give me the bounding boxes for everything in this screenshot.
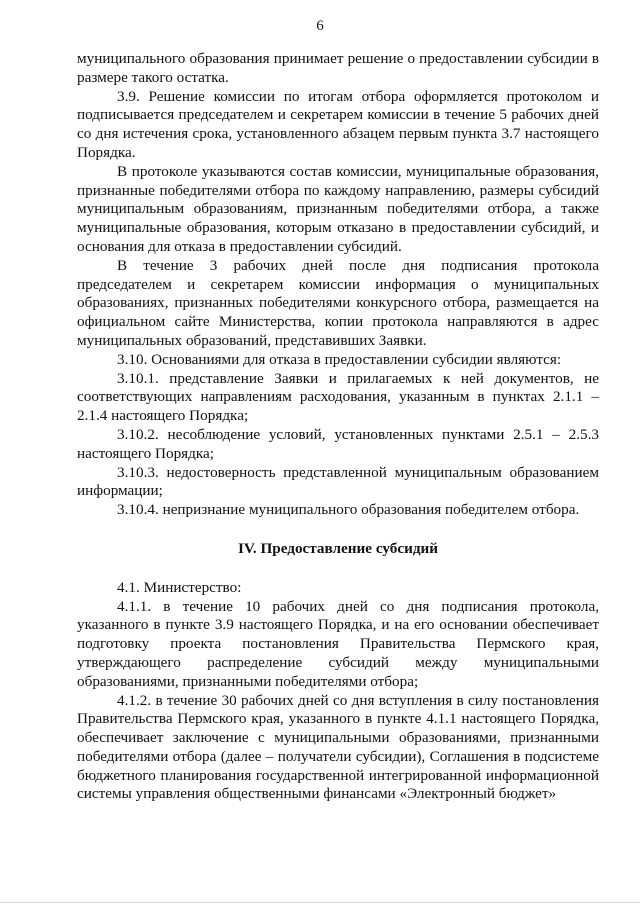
paragraph-3-10-2: 3.10.2. несоблюдение условий, установленных пунктами 2.5.1 – 2.5.3 настоящего Порядка; [77, 425, 599, 462]
paragraph-3-9: 3.9. Решение комиссии по итогам отбора оформляется протоколом и подписывается председателем и секретарем комиссии в течение 5 рабочих дней со дня истечения срока, установленного абзацем первым пункта 3.7 настоящего Порядка. [77, 87, 599, 161]
paragraph-4-1-2: 4.1.2. в течение 30 рабочих дней со дня вступления в силу постановления Правительства Пермского края, указанного в пункте 4.1.1 настоящего Порядка, обеспечивает заключение с муниципальными образованиями, признанными победителями отбора (далее – получатели субсидии), Соглашения в подсистеме бюджетного планирования государственной интегрированной информационной системы управления общественными финансами «Электронный бюджет» [77, 691, 599, 803]
paragraph-4-1-1: 4.1.1. в течение 10 рабочих дней со дня подписания протокола, указанного в пункте 3.9 настоящего Порядка, и на его основании обеспечивает подготовку проекта постановления Правительства Пермского края, утверждающего распределение субсидий между муниципальными образованиями, признанными победителями отбора; [77, 597, 599, 690]
page-bottom-edge [0, 902, 640, 903]
paragraph-publication: В течение 3 рабочих дней после дня подписания протокола председателем и секретарем комиссии информация о муниципальных образованиях, признанных победителями конкурсного отбора, размещается на официальном сайте Министерства, копии протокола направляются в адрес муниципальных образований, представивших Заявки. [77, 256, 599, 349]
document-body [77, 50, 599, 804]
paragraph-3-10-4: 3.10.4. непризнание муниципального образования победителем отбора. [117, 501, 580, 519]
paragraph-3-10: 3.10. Основаниями для отказа в предоставлении субсидии являются: [117, 350, 562, 368]
paragraph-3-10-1: 3.10.1. представление Заявки и прилагаемых к ней документов, не соответствующих направлениям расходования, указанным в пунктах 2.1.1 – 2.1.4 настоящего Порядка; [77, 369, 599, 425]
paragraph-continuation: муниципального образования принимает решение о предоставлении субсидии в размере такого остатка. [77, 50, 599, 86]
paragraph-4-1: 4.1. Министерство: [117, 578, 242, 596]
page-number: 6 [316, 18, 324, 34]
paragraph-protocol-contents: В протоколе указываются состав комиссии, муниципальные образования, признанные победителями отбора по каждому направлению, размеры субсидий муниципальным образованиям, признанным победителями отбора, а также муниципальные образования, которым отказано в предоставлении субсидий, и основания для отказа в предоставлении субсидий. [77, 162, 599, 255]
paragraph-3-10-3: 3.10.3. недостоверность представленной муниципальным образованием информации; [77, 463, 599, 500]
section-heading: IV. Предоставление субсидий [237, 539, 439, 557]
